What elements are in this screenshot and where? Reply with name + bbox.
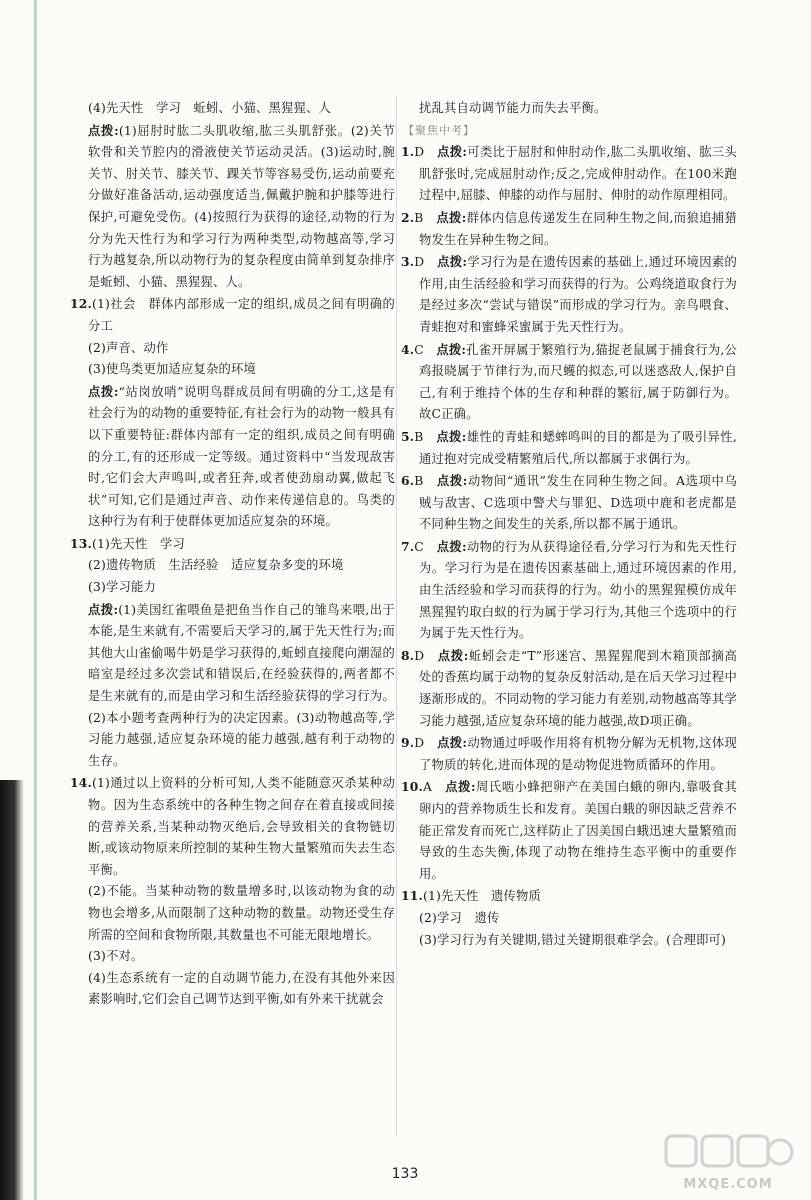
answer-line: (1)通过以上资料的分析可知,人类不能随意灭杀某种动物。因为生态系统中的各种生物之间存在着直接或间接的营养关系,当某种动物灭绝后,会导致相关的食物链切断,或该动物原来所控制的某种生物大量繁殖而失去生态平衡。 <box>88 776 395 877</box>
answer-item <box>401 732 737 776</box>
hint-text: 周氏啮小蜂把卵产在美国白蛾的卵内,靠吸食其卵内的营养物质生长和发育。美国白蛾的卵因缺乏营养不能正常发育而死亡,这样防止了因美国白蛾迅速大量繁殖而导致的生态失衡,体现了动物在维持生态平衡中的重要作用。 <box>419 780 737 881</box>
hint-label: 点拨: <box>88 383 119 399</box>
hint-label: 点拨: <box>437 254 468 270</box>
scan-shadow <box>0 780 24 1200</box>
answer-line: (2)声音、动作 <box>88 340 169 355</box>
hint-label: 点拨: <box>437 735 468 751</box>
watermark-graphic <box>658 1130 798 1178</box>
hint-text: 雄性的青蛙和蟋蟀鸣叫的目的都是为了吸引异性,通过抱对完成受精繁殖后代,所以都属于求偶行为。 <box>419 429 738 466</box>
page-number: 133 <box>391 1166 419 1182</box>
question-number: 6. <box>401 473 415 489</box>
answer-item <box>401 645 737 732</box>
answer-line: (2)学习 遗传 <box>419 910 500 925</box>
question-number: 3. <box>401 254 415 270</box>
question-number: 14. <box>70 775 92 791</box>
hint-text: 动物间“通讯”发生在同种生物之间。A选项中乌贼与敌害、C选项中警犬与罪犯、D选项中鹿和老虎都是不同种生物之间发生的关系,所以都不属于通讯。 <box>419 474 737 532</box>
question-number: 10. <box>401 779 423 795</box>
explanation <box>70 381 395 533</box>
answer-item <box>401 776 737 885</box>
section-tag: 【聚焦中考】 <box>403 123 475 137</box>
answer-choice: B <box>414 429 424 444</box>
question-13 <box>70 533 395 556</box>
question-number: 12. <box>70 296 92 312</box>
answer-item <box>401 207 737 251</box>
question-number: 2. <box>401 209 415 225</box>
hint-text: (1)美国红雀喂鱼是把鱼当作自己的雏鸟来喂,出于本能,是生来就有,不需要后天学习的,属于先天性行为;而其他大山雀偷喝牛奶是学习获得的,蚯蚓直接爬向潮湿的暗室是经过多次尝试和错误后,在经验获得的,两者都不是生来就有的,而是由学习和生活经验获得的学习行为。(2)本小题考查两种行为的决定因素。(3)动物越高等,学习能力越强,适应复杂环境的能力越强,越有利于动物的生存。 <box>88 602 395 768</box>
hint-label: 点拨: <box>436 209 467 225</box>
explanation <box>70 120 395 294</box>
answer-item <box>401 141 737 207</box>
hint-text: 群体内信息传递发生在同种生物之间,而狼追捕猎物发生在异种生物之间。 <box>419 210 738 247</box>
hint-text: 学习行为是在遗传因素的基础上,通过环境因素的作用,由生活经验和学习而获得的行为。公鸡绕道取食行为是经过多次“尝试与错误”而形成的学习行为。亲鸟喂食、青蛙抱对和蜜蜂采蜜属于先天性行为。 <box>419 255 738 334</box>
question-number: 5. <box>401 428 415 444</box>
answer-line: (3)不对。 <box>88 949 144 964</box>
answer-choice: A <box>423 780 433 795</box>
hint-label: 点拨: <box>437 144 468 160</box>
answer-line: (4)先天性 学习 蚯蚓、小猫、黑猩猩、人 <box>88 101 331 115</box>
hint-label: 点拨: <box>88 122 119 138</box>
answer-line: (3)学习能力 <box>88 580 157 595</box>
answer-line: (2)遗传物质 生活经验 适应复杂多变的环境 <box>88 558 344 573</box>
question-number: 11. <box>401 888 423 904</box>
question-number: 13. <box>70 535 92 551</box>
answer-line: (1)社会 群体内部形成一定的组织,成员之间有明确的分工 <box>88 297 395 333</box>
question-number: 1. <box>401 144 415 160</box>
hint-text: “站岗放哨”说明鸟群成员间有明确的分工,这是有社会行为的动物的重要特征,有社会行为的动物一般具有以下重要特征:群体内部有一定的组织,成员之间有明确的分工,有的还形成一定等级。通过资料中“当发现敌害时,它们会大声鸣叫,或者狂奔,或者使劲扇动翼,做起飞状”可知,它们是通过声音、动作来传递信息的。鸟类的这种行为有利于使群体更加适应复杂的环境。 <box>88 384 395 529</box>
answer-item <box>401 536 737 645</box>
question-12 <box>70 293 395 337</box>
answer-choice: D <box>414 648 425 663</box>
hint-text: (1)屈肘时肱二头肌收缩,肱三头肌舒张。(2)关节软骨和关节腔内的滑液使关节运动灵活。(3)运动时,腕关节、肘关节、膝关节、踝关节等容易受伤,运动前要充分做好准备活动,运动强度适当,佩戴护腕和护膝等进行保护,可避免受伤。(4)按照行为获得的途径,动物的行为分为先天性行为和学习行为两种类型,动物越高等,学习行为越复杂,所以动物行为的复杂程度由简单到复杂排序是蚯蚓、小猫、黑猩猩、人。 <box>88 123 395 289</box>
column-divider <box>396 96 397 1136</box>
multiple-choice-list <box>401 141 737 885</box>
answer-line: (3)使鸟类更加适应复杂的环境 <box>88 362 256 377</box>
question-14 <box>70 772 395 881</box>
hint-label: 点拨: <box>436 428 467 444</box>
answer-item <box>401 426 737 470</box>
hint-label: 点拨: <box>445 779 476 795</box>
hint-text: 可类比于屈肘和伸肘动作,肱二头肌收缩、肱三头肌舒张时,完成屈肘动作;反之,完成伸肘动作。在100米跑过程中,屈膝、伸膝的动作与屈肘、伸肘的动作原理相同。 <box>419 145 738 203</box>
question-11 <box>401 885 737 908</box>
answer-choice: D <box>414 145 425 160</box>
question-number: 8. <box>401 647 415 663</box>
hint-label: 点拨: <box>436 473 468 489</box>
answer-item <box>401 251 737 338</box>
hint-label: 点拨: <box>88 601 119 617</box>
watermark-text: MXQE.COM <box>683 1177 773 1192</box>
hint-label: 点拨: <box>436 538 467 554</box>
answer-choice: B <box>414 474 424 489</box>
answer-line: (4)生态系统有一定的自动调节能力,在没有其他外来因素影响时,它们会自己调节达到平衡,如有外来干扰就会 <box>88 970 395 1007</box>
answer-line: (2)不能。当某种动物的数量增多时,以该动物为食的动物也会增多,从而限制了这种动物的数量。动物还受生存所需的空间和食物所限,其数量也不可能无限地增长。 <box>88 884 395 942</box>
answer-choice: C <box>414 539 424 554</box>
hint-text: 动物的行为从获得途径看,分学习行为和先天性行为。学习行为是在遗传因素基础上,通过环境因素的作用,由生活经验和学习而获得的行为。幼小的黑猩猩模仿成年黑猩猩钓取白蚁的行为属于学习行为,其他三个选项中的行为属于先天性行为。 <box>419 539 738 641</box>
left-column <box>70 98 395 1011</box>
hint-label: 点拨: <box>437 647 469 663</box>
answer-choice: D <box>414 736 425 751</box>
hint-label: 点拨: <box>436 341 467 357</box>
binding-margin-line <box>34 0 37 1200</box>
answer-item <box>401 339 737 426</box>
hint-text: 蚯蚓会走“T”形迷宫、黑猩猩爬到木箱顶部摘高处的香蕉均属于动物的复杂反射活动,是在后天学习过程中逐渐形成的。不同动物的学习能力有差别,动物越高等其学习能力越强,适应复杂环境的能力越强,故D项正确。 <box>419 648 737 728</box>
explanation <box>70 599 395 773</box>
answer-line: (1)先天性 遗传物质 <box>423 889 541 904</box>
question-number: 9. <box>401 735 415 751</box>
question-number: 4. <box>401 341 415 357</box>
section-heading <box>401 120 737 142</box>
question-number: 7. <box>401 538 415 554</box>
right-column <box>401 98 737 951</box>
answer-line: (3)学习行为有关键期,错过关键期很难学会。(合理即可) <box>419 932 727 947</box>
answer-item <box>401 470 737 536</box>
answer-choice: C <box>414 342 424 357</box>
hint-text: 孔雀开屏属于繁殖行为,猫捉老鼠属于捕食行为,公鸡报晓属于节律行为,而尺蠖的拟态,可以迷惑敌人,保护自己,有利于维持个体的生存和种群的繁衍,属于防御行为。故C正确。 <box>419 342 738 422</box>
answer-line: (1)先天性 学习 <box>92 536 186 551</box>
answer-choice: B <box>414 210 424 225</box>
answer-line: 扰乱其自动调节能力而失去平衡。 <box>419 101 607 115</box>
answer-choice: D <box>414 255 425 270</box>
hint-text: 动物通过呼吸作用将有机物分解为无机物,这体现了物质的转化,进而体现的是动物促进物质循环的作用。 <box>419 736 738 772</box>
watermark-logo <box>658 1130 798 1194</box>
